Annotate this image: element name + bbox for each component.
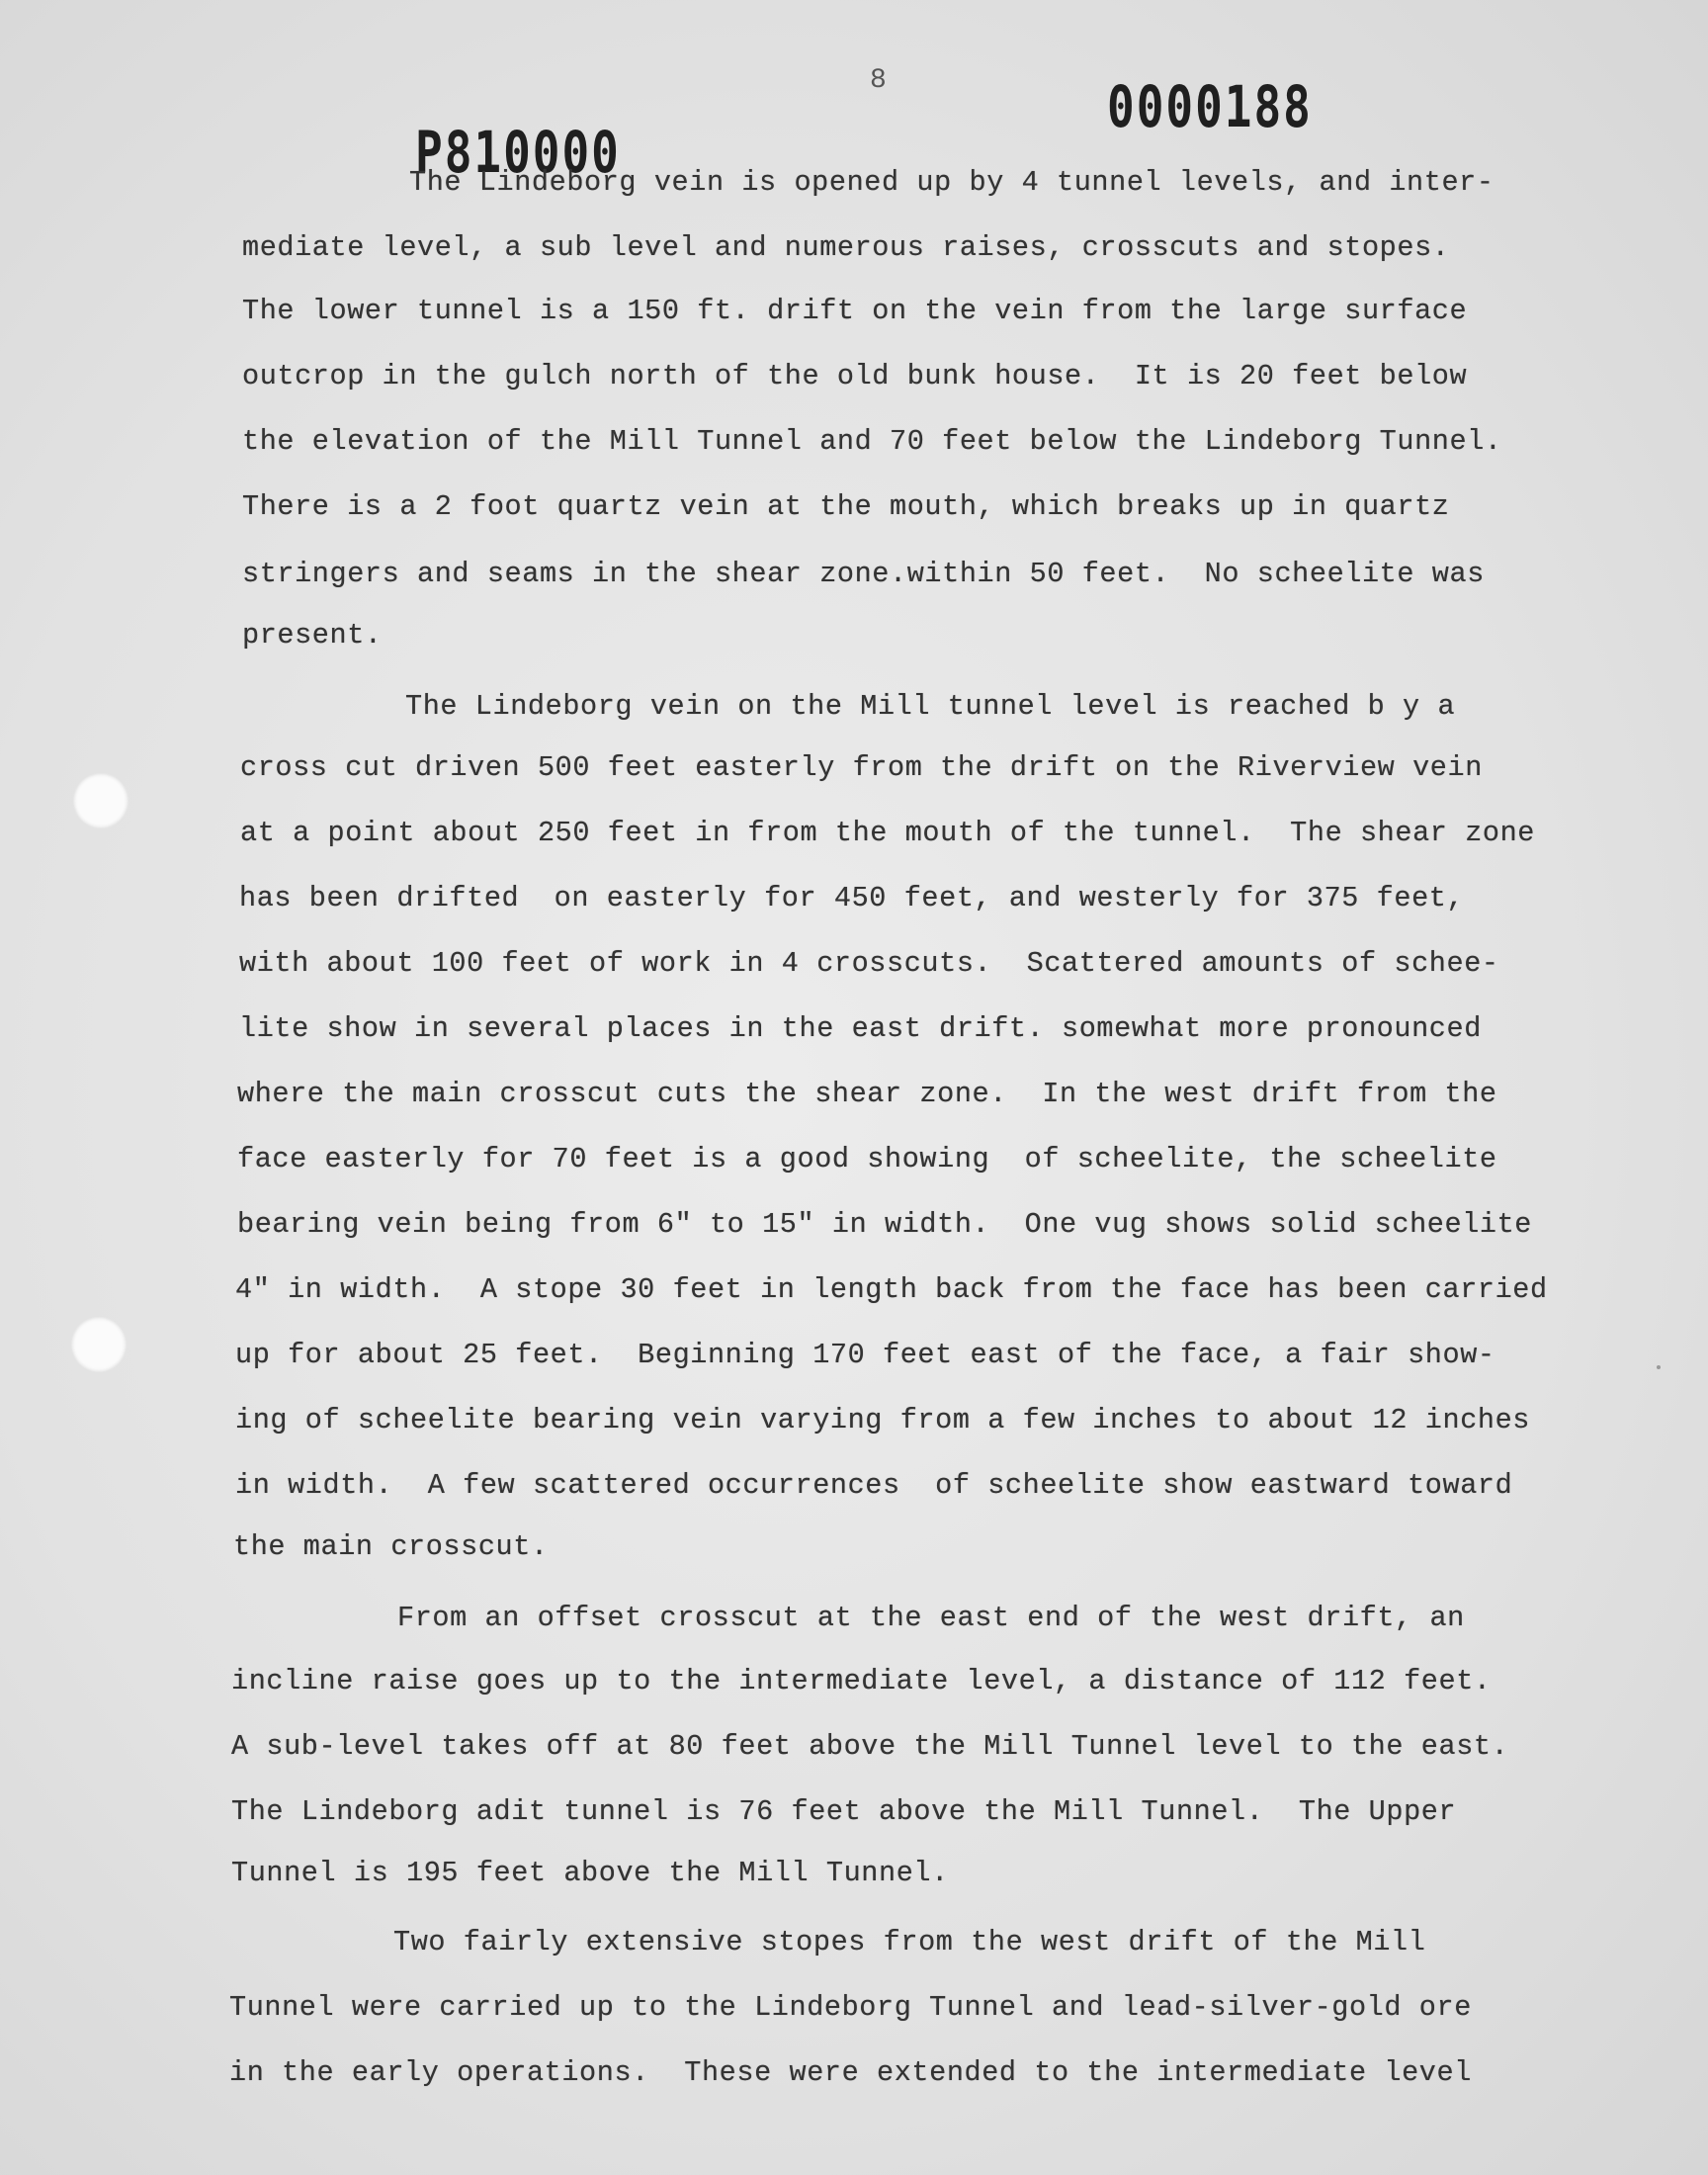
text-line: up for about 25 feet. Beginning 170 feet east of the face, a fair show-	[235, 1339, 1495, 1371]
text-line: lite show in several places in the east drift. somewhat more pronounced	[239, 1012, 1482, 1045]
text-line: ing of scheelite bearing vein varying from a few inches to about 12 inches	[235, 1404, 1531, 1436]
text-line: outcrop in the gulch north of the old bunk house. It is 20 feet below	[242, 360, 1468, 392]
text-line: Tunnel were carried up to the Lindeborg Tunnel and lead-silver-gold ore	[229, 1991, 1472, 2024]
text-line: with about 100 feet of work in 4 crosscuts. Scattered amounts of schee-	[239, 947, 1499, 980]
text-line: The Lindeborg vein on the Mill tunnel level is reached b y a	[405, 690, 1456, 723]
text-line: The Lindeborg vein is opened up by 4 tunnel levels, and inter-	[409, 166, 1494, 199]
text-line: The lower tunnel is a 150 ft. drift on the vein from the large surface	[242, 295, 1468, 327]
text-line: the main crosscut.	[233, 1530, 549, 1563]
text-line: face easterly for 70 feet is a good showing of scheelite, the scheelite	[237, 1143, 1497, 1175]
text-line: in the early operations. These were extended to the intermediate level	[229, 2056, 1472, 2089]
text-line: the elevation of the Mill Tunnel and 70 feet below the Lindeborg Tunnel.	[242, 425, 1502, 458]
text-line: has been drifted on easterly for 450 feet, and westerly for 375 feet,	[239, 882, 1465, 914]
text-line: stringers and seams in the shear zone.within 50 feet. No scheelite was	[242, 558, 1485, 590]
text-line: in width. A few scattered occurrences of scheelite show eastward toward	[235, 1469, 1513, 1502]
punch-hole-lower	[71, 1317, 127, 1372]
text-line: mediate level, a sub level and numerous raises, crosscuts and stopes.	[242, 231, 1450, 264]
text-line: present.	[242, 619, 383, 652]
text-line: A sub-level takes off at 80 feet above the Mill Tunnel level to the east.	[231, 1730, 1509, 1763]
text-line: bearing vein being from 6" to 15" in width. One vug shows solid scheelite	[237, 1208, 1533, 1241]
page-number: 8	[870, 65, 887, 96]
document-stamp-number: 0000188	[1107, 73, 1313, 140]
text-line: cross cut driven 500 feet easterly from the drift on the Riverview vein	[240, 751, 1483, 784]
text-line: where the main crosscut cuts the shear zone. In the west drift from the	[237, 1078, 1497, 1110]
punch-hole-upper	[73, 773, 128, 828]
text-line: There is a 2 foot quartz vein at the mouth, which breaks up in quartz	[242, 490, 1450, 523]
stray-mark	[1657, 1365, 1661, 1369]
text-line: at a point about 250 feet in from the mouth of the tunnel. The shear zone	[240, 817, 1536, 849]
text-line: incline raise goes up to the intermediate level, a distance of 112 feet.	[231, 1665, 1492, 1697]
text-line: The Lindeborg adit tunnel is 76 feet above the Mill Tunnel. The Upper	[231, 1795, 1457, 1828]
document-stamp-code: P810000	[415, 119, 621, 186]
text-line: From an offset crosscut at the east end of the west drift, an	[397, 1602, 1465, 1634]
text-line: 4" in width. A stope 30 feet in length back from the face has been carried	[235, 1273, 1548, 1306]
text-line: Tunnel is 195 feet above the Mill Tunnel.	[231, 1857, 949, 1889]
text-line: Two fairly extensive stopes from the west drift of the Mill	[393, 1926, 1426, 1958]
